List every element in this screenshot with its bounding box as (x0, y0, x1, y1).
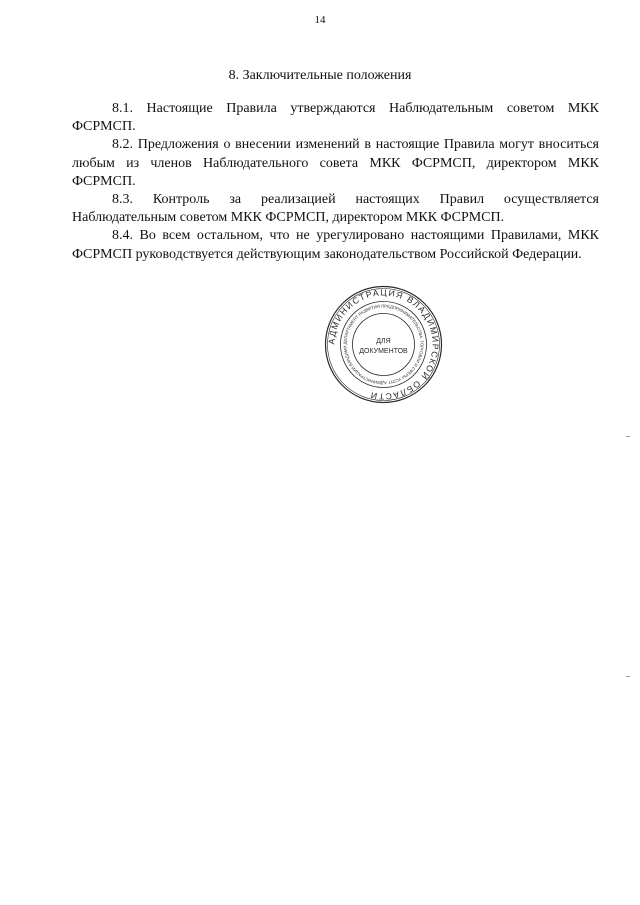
paragraph-8-2: 8.2. Предложения о внесении изменений в настоящие Правила могут вноситься любым из членов Наблюдательного совета МКК ФСРМСП, директором МКК ФСРМСП. (72, 137, 599, 189)
seal-center-line1: ДЛЯ (376, 338, 391, 345)
page-number: 14 (314, 14, 326, 26)
seal-outer-text: АДМИНИСТРАЦИЯ ВЛАДИМИРСКОЙ ОБЛАСТИ (326, 287, 441, 402)
seal-center-line2: ДОКУМЕНТОВ (359, 348, 408, 355)
paragraph-8-3: 8.3. Контроль за реализацией настоящих Правил осуществляется Наблюдательным советом МКК ФСРМСП, директором МКК ФСРМСП. (72, 192, 599, 226)
section-title: 8. Заключительные положения (228, 68, 412, 83)
official-seal (323, 284, 444, 405)
body-text (72, 100, 599, 264)
scan-edge-mark (626, 676, 630, 677)
paragraph-8-1: 8.1. Настоящие Правила утверждаются Наблюдательным советом МКК ФСРМСП. (72, 101, 599, 135)
seal-inner-text: ДЕПАРТАМЕНТ РАЗВИТИЯ ПРЕДПРИНИМАТЕЛЬСТВА, ТОРГОВЛИ И СФЕРЫ УСЛУГ АДМИНИСТРАЦИИ ВЛАДИМИ (342, 303, 425, 386)
scan-edge-mark (626, 436, 630, 437)
paragraph-8-4: 8.4. Во всем остальном, что не урегулировано настоящими Правилами, МКК ФСРМСП руководствуется действующим законодательством Российской Федерации. (72, 228, 599, 262)
